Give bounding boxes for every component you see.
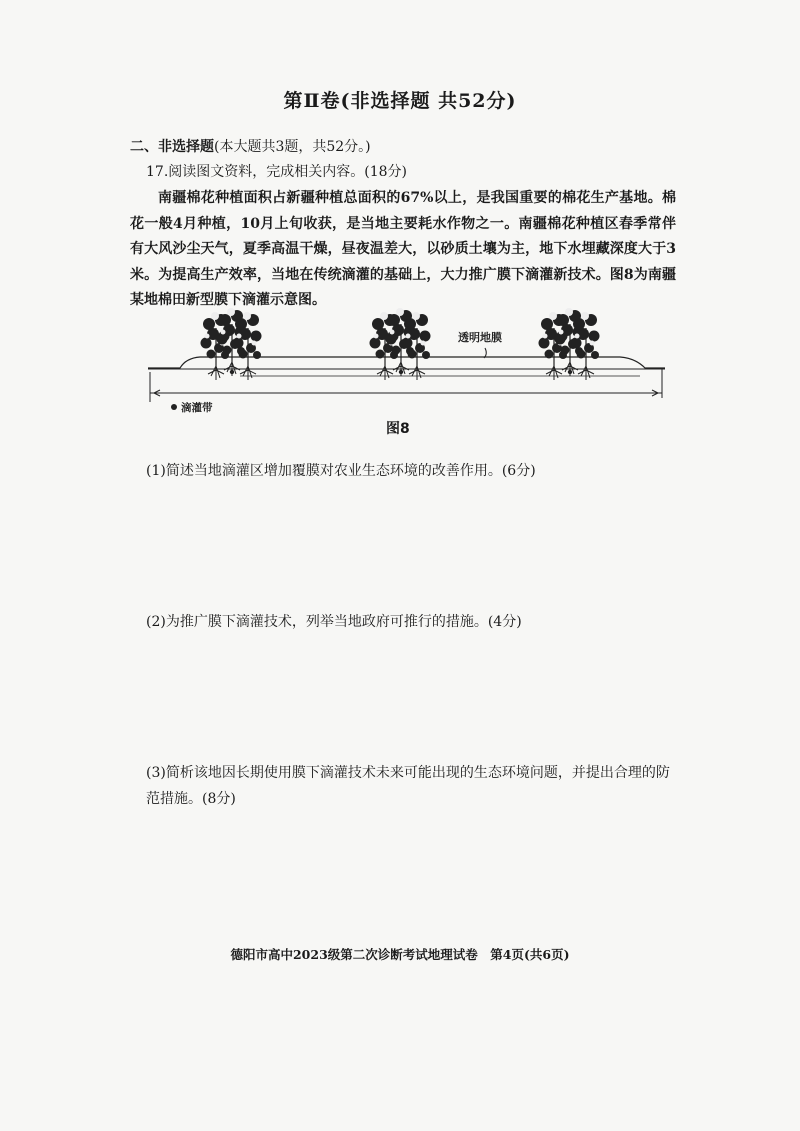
sub-question-2: (2)为推广膜下滴灌技术，列举当地政府可推行的措施。(4分) (146, 614, 522, 630)
section-heading (130, 136, 371, 156)
question-17-prompt: 17.阅读图文资料，完成相关内容。(18分) (146, 164, 408, 180)
figure-8-diagram (140, 306, 680, 416)
paper-title: 第Ⅱ卷(非选择题 共52分) (283, 90, 517, 112)
sub-question-1: (1)简述当地滴灌区增加覆膜对农业生态环境的改善作用。(6分) (146, 463, 536, 479)
legend-drip-tape: 滴灌带 (181, 402, 213, 414)
section-heading-text: 二、非选择题 (130, 139, 214, 155)
figure-caption: 图8 (386, 421, 410, 437)
film-label: 透明地膜 (458, 331, 502, 344)
material-paragraph: 南疆棉花种植面积占新疆种植总面积的67%以上，是我国重要的棉花生产基地。棉花一般4月种植，10月上旬收获，是当地主要耗水作物之一。南疆棉花种植区春季常伴有大风沙尘天气，夏季高温干燥，昼夜温差大，以砂质土壤为主，地下水埋藏深度大于3米。为提高生产效率，当地在传统滴灌的基础上，大力推广膜下滴灌新技术。图8为南疆某地棉田新型膜下滴灌示意图。 (130, 190, 676, 308)
section-note: (本大题共3题，共52分。) (214, 139, 371, 155)
page-footer: 德阳市高中2023级第二次诊断考试地理试卷 第4页(共6页) (230, 947, 570, 962)
sub-question-3: (3)简析该地因长期使用膜下滴灌技术未来可能出现的生态环境问题，并提出合理的防范措施。(8分) (146, 765, 670, 807)
